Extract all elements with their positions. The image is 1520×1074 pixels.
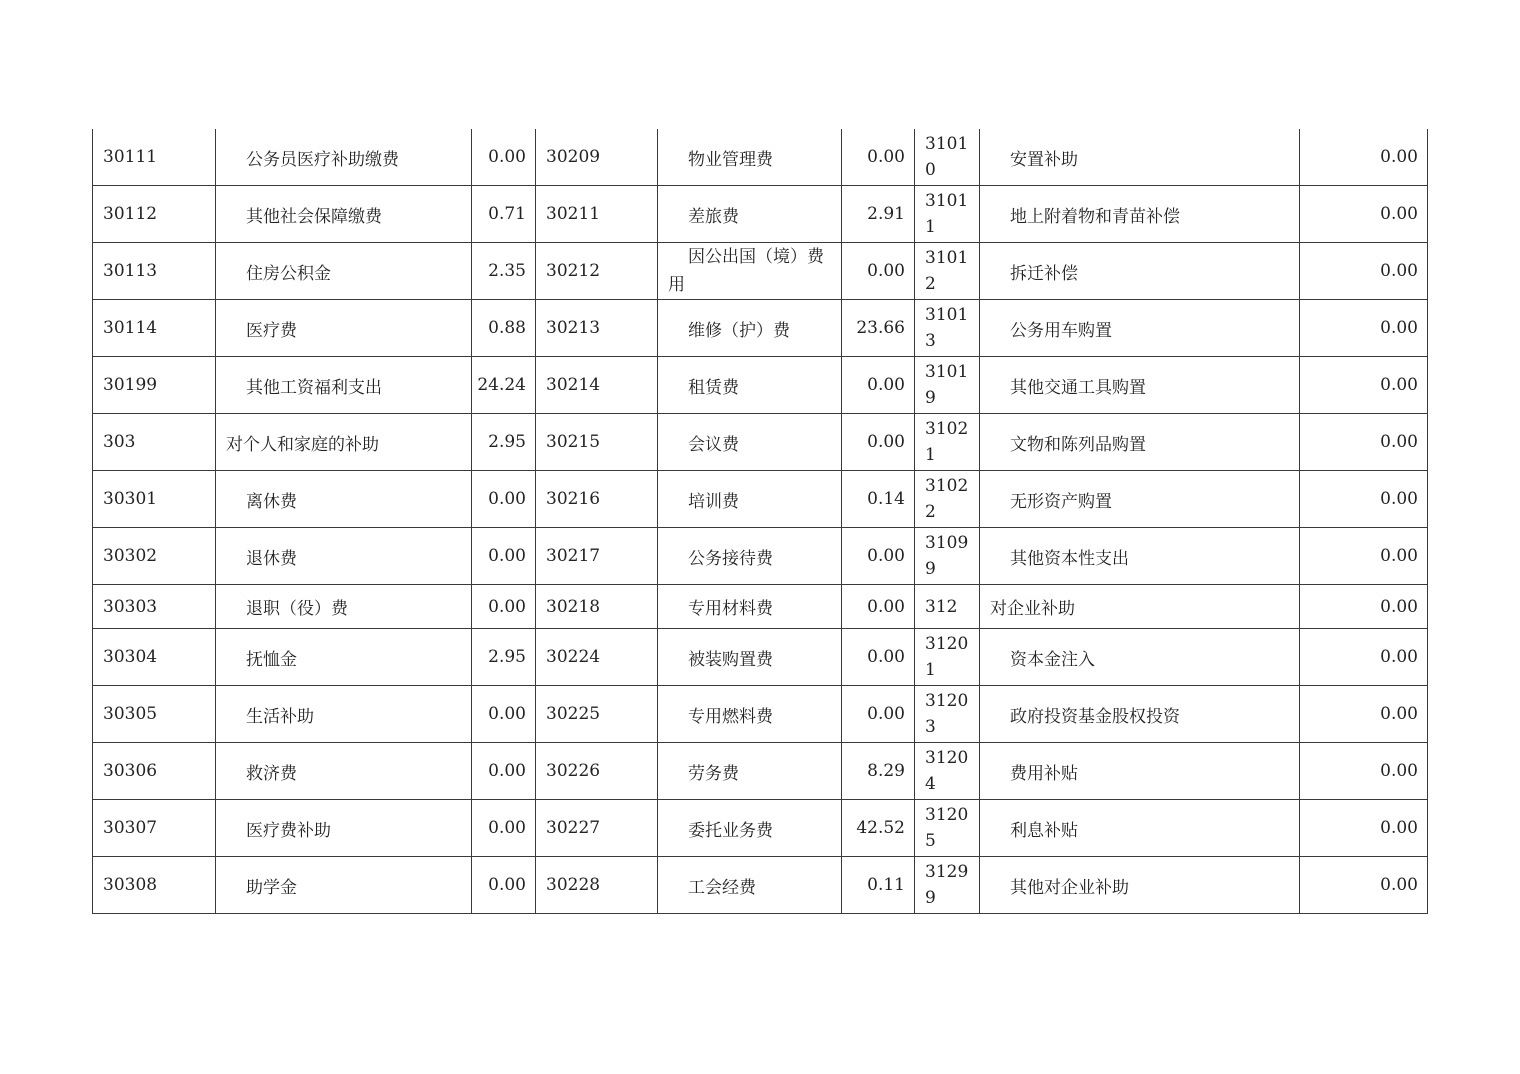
item-name-cell: 公务用车购置 [980, 300, 1300, 357]
item-name-cell: 抚恤金 [216, 629, 472, 686]
econ-code-cell: 31012 [915, 243, 980, 300]
econ-code-cell: 30211 [536, 186, 658, 243]
econ-code-cell: 30216 [536, 471, 658, 528]
item-name-cell: 会议费 [658, 414, 842, 471]
amount-cell: 0.00 [472, 585, 536, 629]
table-row [93, 414, 1428, 471]
item-name-cell: 政府投资基金股权投资 [980, 686, 1300, 743]
econ-code-cell: 30225 [536, 686, 658, 743]
amount-cell: 2.91 [842, 186, 915, 243]
item-name-cell: 安置补助 [980, 129, 1300, 186]
amount-cell: 0.00 [1300, 129, 1428, 186]
item-name-cell: 公务员医疗补助缴费 [216, 129, 472, 186]
item-name-cell: 资本金注入 [980, 629, 1300, 686]
amount-cell: 0.00 [472, 129, 536, 186]
table-row [93, 686, 1428, 743]
amount-cell: 0.00 [472, 471, 536, 528]
amount-cell: 2.95 [472, 629, 536, 686]
amount-cell: 0.00 [842, 414, 915, 471]
econ-code-cell: 31021 [915, 414, 980, 471]
amount-cell: 0.00 [1300, 857, 1428, 914]
amount-cell: 0.00 [842, 129, 915, 186]
amount-cell: 0.00 [1300, 186, 1428, 243]
item-name-cell: 租赁费 [658, 357, 842, 414]
amount-cell: 0.11 [842, 857, 915, 914]
amount-cell: 0.00 [472, 800, 536, 857]
item-name-cell: 其他社会保障缴费 [216, 186, 472, 243]
item-name-cell: 离休费 [216, 471, 472, 528]
item-name-cell: 专用燃料费 [658, 686, 842, 743]
econ-code-cell: 30199 [93, 357, 216, 414]
table-row [93, 585, 1428, 629]
econ-code-cell: 31203 [915, 686, 980, 743]
econ-code-cell: 303 [93, 414, 216, 471]
table-row [93, 528, 1428, 585]
amount-cell: 23.66 [842, 300, 915, 357]
item-name-cell: 对个人和家庭的补助 [216, 414, 472, 471]
econ-code-cell: 31204 [915, 743, 980, 800]
econ-code-cell: 30214 [536, 357, 658, 414]
econ-code-cell: 30215 [536, 414, 658, 471]
econ-code-cell: 31010 [915, 129, 980, 186]
item-name-cell: 培训费 [658, 471, 842, 528]
item-name-cell: 物业管理费 [658, 129, 842, 186]
amount-cell: 0.00 [472, 686, 536, 743]
econ-code-cell: 30212 [536, 243, 658, 300]
item-name-cell: 委托业务费 [658, 800, 842, 857]
econ-code-cell: 31299 [915, 857, 980, 914]
econ-code-cell: 30111 [93, 129, 216, 186]
table-row [93, 857, 1428, 914]
item-name-cell: 对企业补助 [980, 585, 1300, 629]
item-name-cell: 地上附着物和青苗补偿 [980, 186, 1300, 243]
table-body [93, 129, 1428, 914]
table-row [93, 629, 1428, 686]
amount-cell: 0.00 [472, 528, 536, 585]
item-name-cell: 费用补贴 [980, 743, 1300, 800]
amount-cell: 0.00 [1300, 629, 1428, 686]
econ-code-cell: 312 [915, 585, 980, 629]
econ-code-cell: 31013 [915, 300, 980, 357]
amount-cell: 0.00 [1300, 743, 1428, 800]
item-name-cell: 其他交通工具购置 [980, 357, 1300, 414]
amount-cell: 0.00 [472, 743, 536, 800]
item-name-cell: 医疗费 [216, 300, 472, 357]
item-name-cell: 助学金 [216, 857, 472, 914]
econ-code-cell: 30228 [536, 857, 658, 914]
item-name-cell: 被装购置费 [658, 629, 842, 686]
amount-cell: 0.71 [472, 186, 536, 243]
econ-code-cell: 31201 [915, 629, 980, 686]
econ-code-cell: 31019 [915, 357, 980, 414]
item-name-cell: 退休费 [216, 528, 472, 585]
amount-cell: 0.00 [1300, 357, 1428, 414]
amount-cell: 0.00 [1300, 471, 1428, 528]
item-name-cell: 无形资产购置 [980, 471, 1300, 528]
amount-cell: 8.29 [842, 743, 915, 800]
amount-cell: 0.00 [842, 357, 915, 414]
table-row [93, 357, 1428, 414]
amount-cell: 0.00 [842, 528, 915, 585]
econ-code-cell: 31022 [915, 471, 980, 528]
item-name-cell: 因公出国（境）费用 [658, 243, 842, 300]
item-name-cell: 文物和陈列品购置 [980, 414, 1300, 471]
item-name-cell: 拆迁补偿 [980, 243, 1300, 300]
item-name-cell: 其他工资福利支出 [216, 357, 472, 414]
item-name-cell: 维修（护）费 [658, 300, 842, 357]
item-name-cell: 劳务费 [658, 743, 842, 800]
econ-code-cell: 31099 [915, 528, 980, 585]
econ-code-cell: 30305 [93, 686, 216, 743]
item-name-cell: 专用材料费 [658, 585, 842, 629]
item-name-cell: 差旅费 [658, 186, 842, 243]
econ-code-cell: 30304 [93, 629, 216, 686]
amount-cell: 0.00 [842, 629, 915, 686]
amount-cell: 0.00 [842, 243, 915, 300]
item-name-cell: 生活补助 [216, 686, 472, 743]
amount-cell: 2.35 [472, 243, 536, 300]
econ-code-cell: 30217 [536, 528, 658, 585]
econ-code-cell: 30301 [93, 471, 216, 528]
econ-code-cell: 30302 [93, 528, 216, 585]
amount-cell: 0.00 [1300, 528, 1428, 585]
amount-cell: 0.00 [1300, 585, 1428, 629]
amount-cell: 0.00 [1300, 414, 1428, 471]
econ-code-cell: 30224 [536, 629, 658, 686]
amount-cell: 0.00 [842, 585, 915, 629]
econ-code-cell: 30114 [93, 300, 216, 357]
item-name-cell: 住房公积金 [216, 243, 472, 300]
item-name-cell: 利息补贴 [980, 800, 1300, 857]
econ-code-cell: 30307 [93, 800, 216, 857]
econ-code-cell: 31205 [915, 800, 980, 857]
table-row [93, 129, 1428, 186]
item-name-cell: 公务接待费 [658, 528, 842, 585]
econ-code-cell: 30227 [536, 800, 658, 857]
table-row [93, 186, 1428, 243]
table-row [93, 800, 1428, 857]
table-row [93, 243, 1428, 300]
amount-cell: 0.00 [1300, 243, 1428, 300]
amount-cell: 0.00 [1300, 800, 1428, 857]
item-name-cell: 救济费 [216, 743, 472, 800]
table-row [93, 300, 1428, 357]
item-name-cell: 退职（役）费 [216, 585, 472, 629]
amount-cell: 0.00 [1300, 686, 1428, 743]
amount-cell: 0.00 [842, 686, 915, 743]
amount-cell: 0.00 [472, 857, 536, 914]
econ-code-cell: 30306 [93, 743, 216, 800]
item-name-cell: 医疗费补助 [216, 800, 472, 857]
amount-cell: 2.95 [472, 414, 536, 471]
amount-cell: 0.88 [472, 300, 536, 357]
amount-cell: 42.52 [842, 800, 915, 857]
econ-code-cell: 30113 [93, 243, 216, 300]
table-row [93, 743, 1428, 800]
econ-code-cell: 30213 [536, 300, 658, 357]
amount-cell: 0.00 [1300, 300, 1428, 357]
expenditure-table [92, 129, 1428, 914]
econ-code-cell: 30308 [93, 857, 216, 914]
amount-cell: 0.14 [842, 471, 915, 528]
amount-cell: 24.24 [472, 357, 536, 414]
table-row [93, 471, 1428, 528]
item-name-cell: 工会经费 [658, 857, 842, 914]
econ-code-cell: 30303 [93, 585, 216, 629]
econ-code-cell: 30226 [536, 743, 658, 800]
econ-code-cell: 30112 [93, 186, 216, 243]
item-name-cell: 其他对企业补助 [980, 857, 1300, 914]
econ-code-cell: 31011 [915, 186, 980, 243]
item-name-cell: 其他资本性支出 [980, 528, 1300, 585]
econ-code-cell: 30218 [536, 585, 658, 629]
econ-code-cell: 30209 [536, 129, 658, 186]
